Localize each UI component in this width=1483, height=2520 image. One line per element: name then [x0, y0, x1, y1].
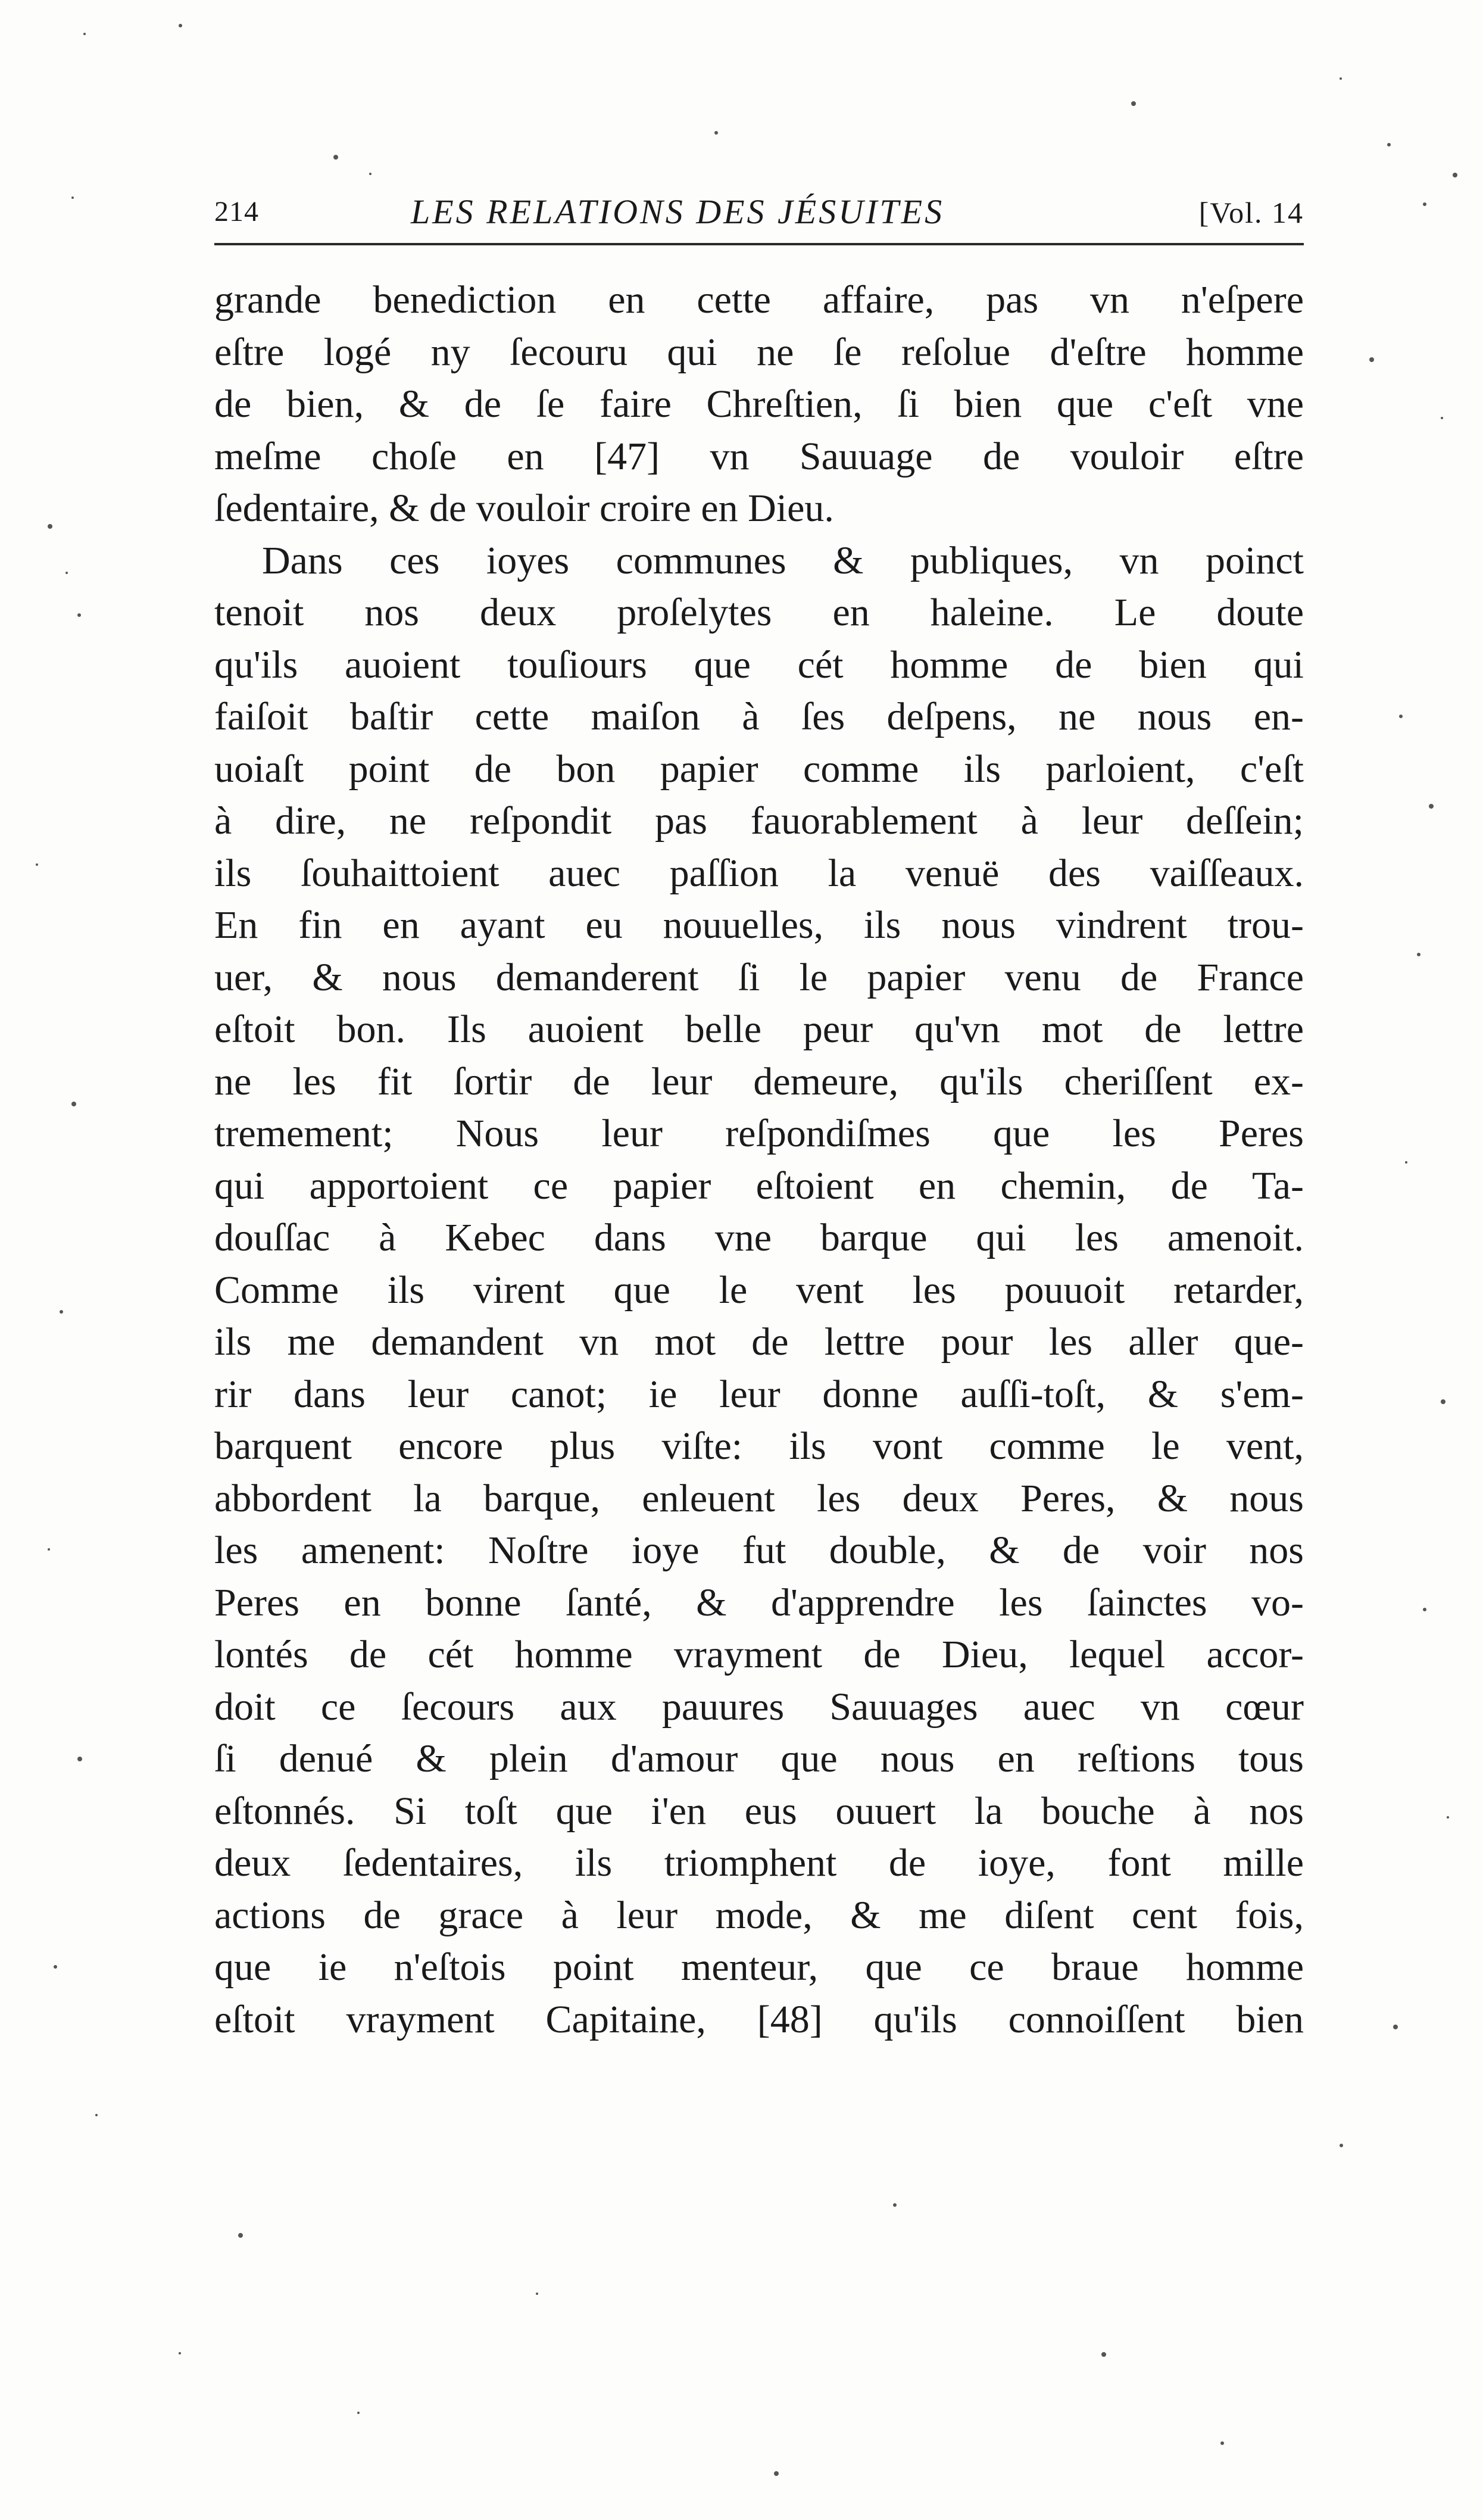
text-line: uoiaſt point de bon papier comme ils parloient, c'eſt [214, 747, 1304, 791]
scan-speck [83, 33, 86, 35]
text-line: Comme ils virent que le vent les pouuoit retarder, [214, 1268, 1304, 1312]
text-line: rir dans leur canot; ie leur donne auſſi-toſt, & s'em- [214, 1372, 1304, 1416]
text-line: qui apportoient ce papier eſtoient en chemin, de Ta- [214, 1164, 1304, 1208]
text-line: ils me demandent vn mot de lettre pour les aller que- [214, 1320, 1304, 1364]
scan-speck [1447, 1816, 1449, 1819]
scan-speck [65, 572, 68, 574]
scan-speck [1220, 2441, 1224, 2445]
scan-speck [1340, 77, 1342, 80]
scan-speck [1423, 202, 1426, 206]
scan-speck [77, 613, 81, 617]
running-title: LES RELATIONS DES JÉSUITES [411, 192, 945, 231]
scan-speck [1393, 2025, 1398, 2029]
page-number: 214 [214, 196, 259, 227]
text-line: ſi denué & plein d'amour que nous en reſtions tous [214, 1737, 1304, 1780]
text-line: barquent encore plus viſte: ils vont comme le vent, [214, 1424, 1304, 1468]
scan-speck [774, 2471, 779, 2476]
scan-speck [369, 173, 371, 175]
scan-speck [179, 24, 182, 27]
text-line: Peres en bonne ſanté, & d'apprendre les ſainctes vo- [214, 1580, 1304, 1624]
scan-speck [238, 2233, 243, 2238]
scan-speck [1340, 2144, 1343, 2147]
text-line: les amenent: Noſtre ioye fut double, & de voir nos [214, 1529, 1304, 1572]
text-line: que ie n'eſtois point menteur, que ce braue homme [214, 1945, 1304, 1989]
scan-speck [357, 2412, 360, 2414]
text-line: doit ce ſecours aux pauures Sauuages auec vn cœur [214, 1685, 1304, 1729]
scan-speck [893, 2203, 897, 2207]
volume-label: [Vol. 14 [1198, 196, 1304, 229]
scan-speck [48, 524, 52, 529]
text-line: ils ſouhaittoient auec paſſion la venuë des vaiſſeaux. [214, 851, 1304, 895]
text-line: eſtoit bon. Ils auoient belle peur qu'vn mot de lettre [214, 1008, 1304, 1051]
scan-speck [1101, 2352, 1106, 2357]
scan-speck [179, 2352, 181, 2354]
text-line: lontés de cét homme vrayment de Dieu, lequel accor- [214, 1633, 1304, 1676]
text-line: eſtre logé ny ſecouru qui ne ſe reſolue d'eſtre homme [214, 330, 1304, 374]
scan-speck [1405, 1161, 1407, 1164]
text-line: tremement; Nous leur reſpondiſmes que les Peres [214, 1112, 1304, 1155]
text-line: grande benediction en cette affaire, pas vn n'eſpere [214, 278, 1304, 322]
text-line: actions de grace à leur mode, & me diſent cent fois, [214, 1893, 1304, 1937]
scan-speck [333, 155, 338, 160]
text-line: abbordent la barque, enleuent les deux Peres, & nous [214, 1476, 1304, 1520]
scan-speck [1417, 953, 1420, 956]
text-line: faiſoit baſtir cette maiſon à ſes deſpens, ne nous en- [214, 695, 1304, 738]
text-line: eſtoit vrayment Capitaine, [48] qu'ils connoiſſent bien [214, 1997, 1304, 2041]
text-line: ne les fit ſortir de leur demeure, qu'ils cheriſſent ex- [214, 1059, 1304, 1103]
scan-speck [1131, 101, 1136, 106]
text-line: Dans ces ioyes communes & publiques, vn poinct [262, 538, 1304, 582]
scan-speck [1399, 715, 1403, 718]
scan-speck [536, 2293, 538, 2295]
scan-speck [1423, 1608, 1426, 1611]
scan-speck [1441, 1399, 1445, 1404]
scan-speck [1369, 357, 1374, 362]
scan-speck [71, 1102, 76, 1106]
scan-speck [1387, 143, 1391, 146]
scan-speck [54, 1965, 57, 1969]
scan-speck [48, 1548, 50, 1551]
text-line: à dire, ne reſpondit pas fauorablement à leur deſſein; [214, 799, 1304, 843]
text-line: uer, & nous demanderent ſi le papier venu de France [214, 955, 1304, 999]
scan-speck [1441, 417, 1443, 419]
scan-speck [60, 1310, 63, 1314]
scan-speck [95, 2114, 98, 2116]
text-line: tenoit nos deux proſelytes en haleine. Le doute [214, 591, 1304, 634]
text-line: qu'ils auoient touſiours que cét homme de bien qui [214, 643, 1304, 687]
body-text [214, 274, 1304, 2045]
text-line: douſſac à Kebec dans vne barque qui les amenoit. [214, 1216, 1304, 1259]
text-line: meſme choſe en [47] vn Sauuage de vouloir eſtre [214, 434, 1304, 478]
scan-speck [36, 863, 38, 866]
scan-speck [1429, 804, 1434, 809]
scan-speck [1453, 173, 1457, 177]
text-line: eſtonnés. Si toſt que i'en eus ouuert la bouche à nos [214, 1789, 1304, 1833]
text-line: deux ſedentaires, ils triomphent de ioye, font mille [214, 1841, 1304, 1885]
text-line: ſedentaire, & de vouloir croire en Dieu. [214, 486, 834, 530]
running-header [214, 189, 1304, 245]
scan-speck [77, 1757, 82, 1761]
scan-speck [714, 131, 718, 135]
text-line: de bien, & de ſe faire Chreſtien, ſi bien que c'eſt vne [214, 382, 1304, 426]
scan-speck [71, 197, 74, 199]
text-line: En fin en ayant eu nouuelles, ils nous vindrent trou- [214, 903, 1304, 947]
